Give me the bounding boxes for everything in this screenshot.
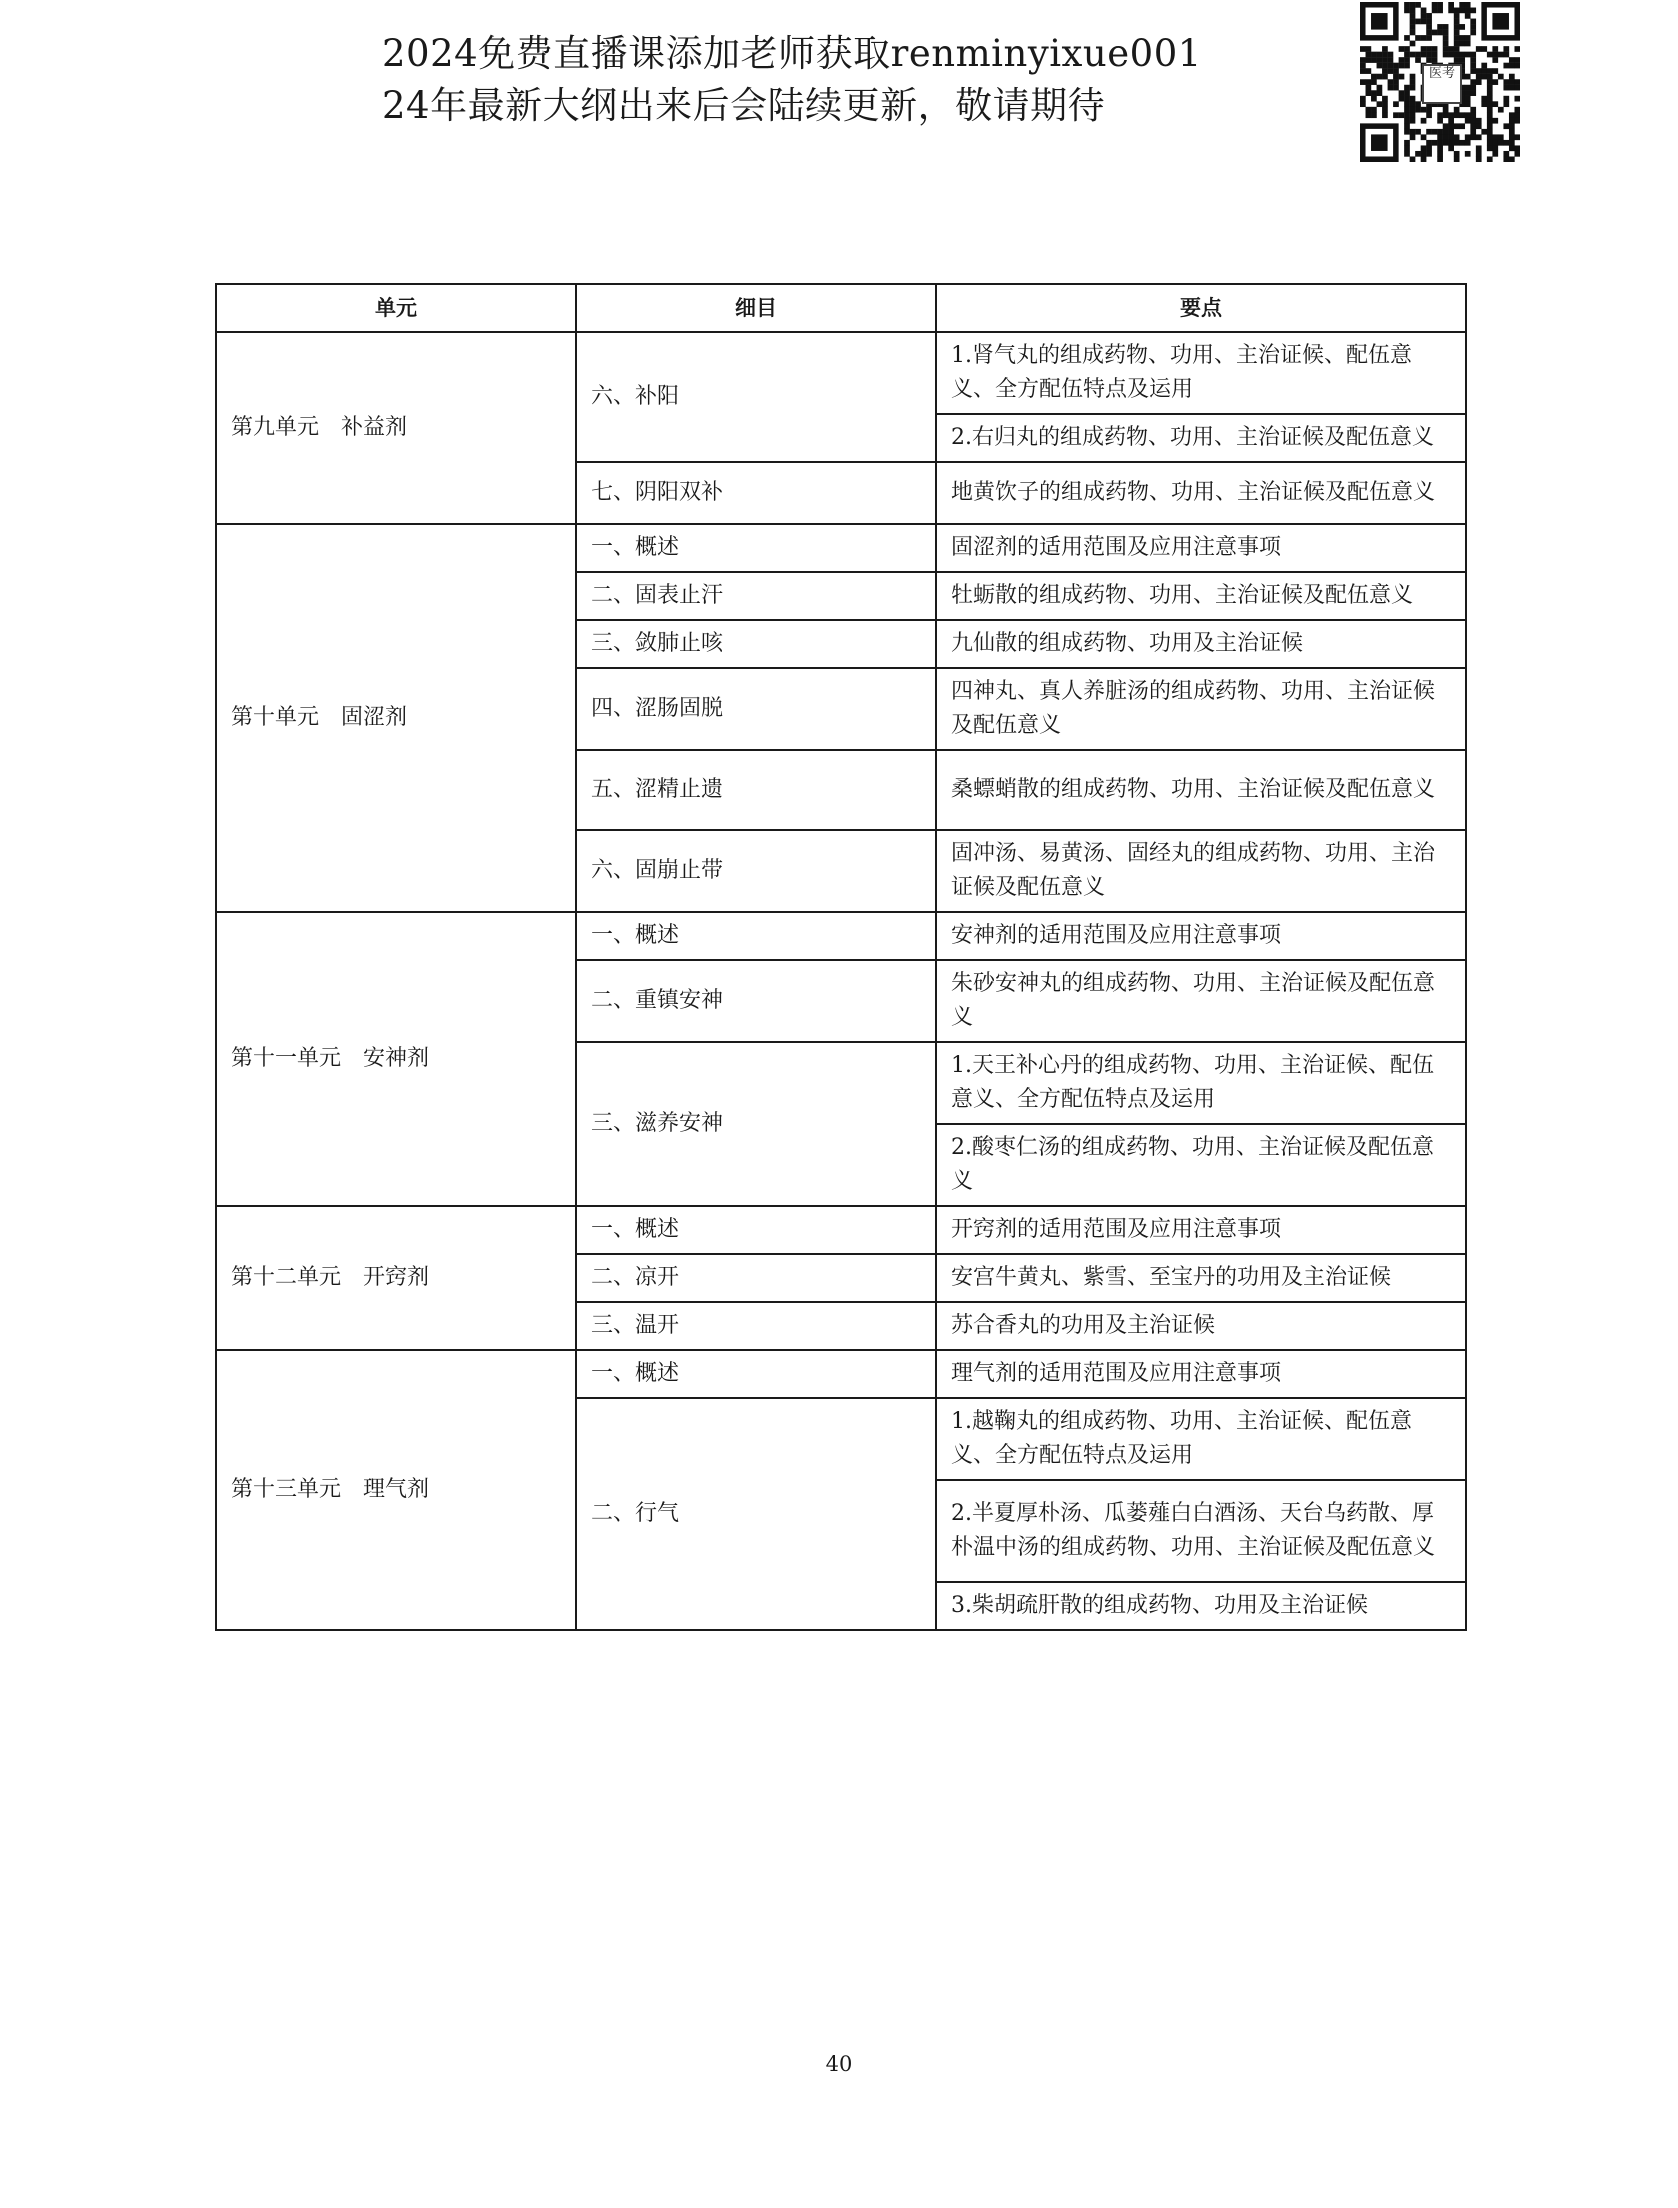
item-cell: 二、凉开 [576, 1254, 936, 1302]
item-cell: 六、固崩止带 [576, 830, 936, 912]
point-cell: 九仙散的组成药物、功用及主治证候 [936, 620, 1466, 668]
point-cell: 四神丸、真人养脏汤的组成药物、功用、主治证候及配伍意义 [936, 668, 1466, 750]
header-item: 细目 [576, 284, 936, 332]
syllabus-table [215, 283, 1467, 1631]
header-line-2: 24年最新大纲出来后会陆续更新，敬请期待 [382, 84, 1106, 127]
item-cell: 三、滋养安神 [576, 1042, 936, 1206]
item-cell: 五、涩精止遗 [576, 750, 936, 830]
point-cell: 开窍剂的适用范围及应用注意事项 [936, 1206, 1466, 1254]
qr-code [1360, 2, 1520, 162]
point-cell: 朱砂安神丸的组成药物、功用、主治证候及配伍意义 [936, 960, 1466, 1042]
point-cell: 地黄饮子的组成药物、功用、主治证候及配伍意义 [936, 462, 1466, 524]
item-cell: 四、涩肠固脱 [576, 668, 936, 750]
table-row [216, 332, 1466, 414]
watermark-header [382, 28, 1202, 132]
page-number: 40 [825, 2052, 853, 2076]
header-point: 要点 [936, 284, 1466, 332]
table-row [216, 524, 1466, 572]
point-cell: 1.越鞠丸的组成药物、功用、主治证候、配伍意义、全方配伍特点及运用 [936, 1398, 1466, 1480]
item-cell: 一、概述 [576, 524, 936, 572]
unit-cell: 第十三单元 理气剂 [216, 1350, 576, 1630]
point-cell: 1.天王补心丹的组成药物、功用、主治证候、配伍意义、全方配伍特点及运用 [936, 1042, 1466, 1124]
header-line-1: 2024免费直播课添加老师获取renminyixue001 [382, 32, 1202, 75]
point-cell: 苏合香丸的功用及主治证候 [936, 1302, 1466, 1350]
item-cell: 一、概述 [576, 1350, 936, 1398]
table-body [216, 332, 1466, 1630]
item-cell: 一、概述 [576, 1206, 936, 1254]
table-header-row [216, 284, 1466, 332]
table-row [216, 1350, 1466, 1398]
point-cell: 2.酸枣仁汤的组成药物、功用、主治证候及配伍意义 [936, 1124, 1466, 1206]
unit-cell: 第十二单元 开窍剂 [216, 1206, 576, 1350]
item-cell: 二、固表止汗 [576, 572, 936, 620]
table-row [216, 1206, 1466, 1254]
point-cell: 2.右归丸的组成药物、功用、主治证候及配伍意义 [936, 414, 1466, 462]
point-cell: 牡蛎散的组成药物、功用、主治证候及配伍意义 [936, 572, 1466, 620]
item-cell: 二、行气 [576, 1398, 936, 1630]
point-cell: 2.半夏厚朴汤、瓜蒌薤白白酒汤、天台乌药散、厚朴温中汤的组成药物、功用、主治证候及配伍意义 [936, 1480, 1466, 1582]
unit-cell: 第九单元 补益剂 [216, 332, 576, 524]
header-unit: 单元 [216, 284, 576, 332]
item-cell: 三、敛肺止咳 [576, 620, 936, 668]
point-cell: 固涩剂的适用范围及应用注意事项 [936, 524, 1466, 572]
unit-cell: 第十一单元 安神剂 [216, 912, 576, 1206]
point-cell: 固冲汤、易黄汤、固经丸的组成药物、功用、主治证候及配伍意义 [936, 830, 1466, 912]
item-cell: 六、补阳 [576, 332, 936, 462]
point-cell: 理气剂的适用范围及应用注意事项 [936, 1350, 1466, 1398]
point-cell: 桑螵蛸散的组成药物、功用、主治证候及配伍意义 [936, 750, 1466, 830]
point-cell: 安神剂的适用范围及应用注意事项 [936, 912, 1466, 960]
point-cell: 1.肾气丸的组成药物、功用、主治证候、配伍意义、全方配伍特点及运用 [936, 332, 1466, 414]
unit-cell: 第十单元 固涩剂 [216, 524, 576, 912]
point-cell: 安宫牛黄丸、紫雪、至宝丹的功用及主治证候 [936, 1254, 1466, 1302]
item-cell: 七、阴阳双补 [576, 462, 936, 524]
table-row [216, 912, 1466, 960]
item-cell: 二、重镇安神 [576, 960, 936, 1042]
item-cell: 一、概述 [576, 912, 936, 960]
qr-badge: 医考 [1422, 64, 1462, 104]
item-cell: 三、温开 [576, 1302, 936, 1350]
point-cell: 3.柴胡疏肝散的组成药物、功用及主治证候 [936, 1582, 1466, 1630]
